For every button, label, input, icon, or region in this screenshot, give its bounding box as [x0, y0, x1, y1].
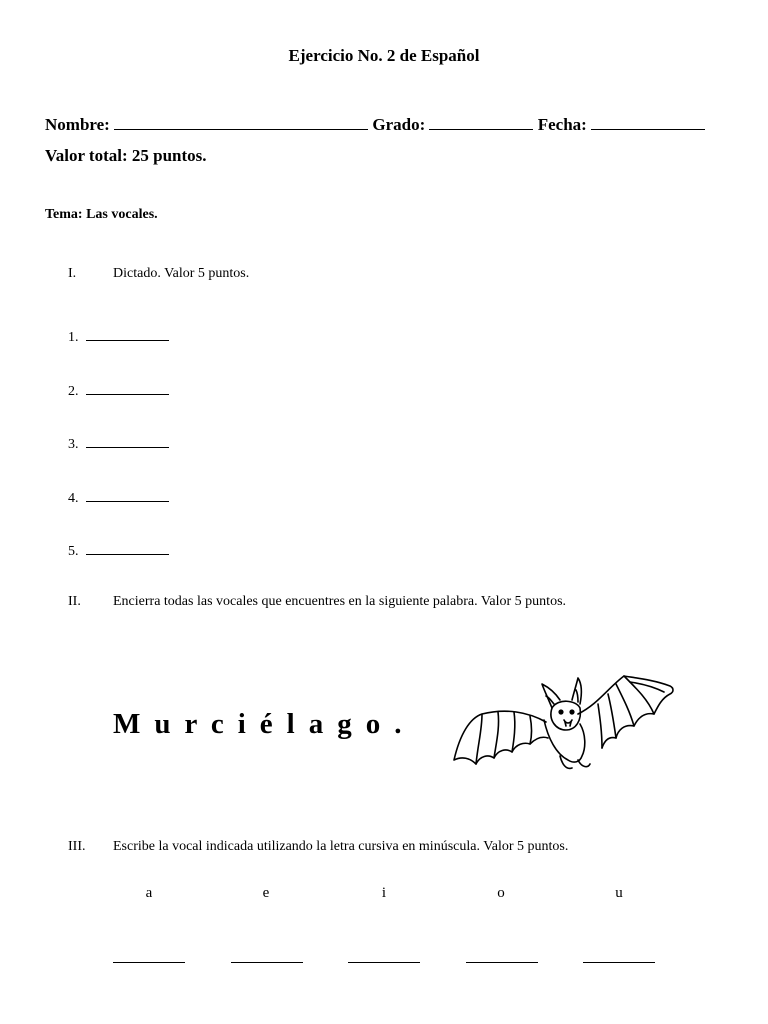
date-label: Fecha:: [537, 115, 587, 134]
grade-blank[interactable]: [429, 113, 533, 130]
dictation-item-number: 4.: [68, 491, 79, 506]
section-1-numeral: I.: [68, 266, 77, 281]
dictation-item-5: [68, 540, 169, 560]
total-value: Valor total: 25 puntos.: [45, 146, 207, 165]
bat-illustration: [448, 664, 680, 776]
vowel-u-blank[interactable]: [583, 962, 655, 963]
dictation-blank[interactable]: [86, 540, 169, 555]
section-2-text: Encierra todas las vocales que encuentres en la siguiente palabra. Valor 5 puntos.: [113, 594, 567, 609]
vowel-o: o: [497, 885, 505, 901]
grade-label: Grado:: [372, 115, 426, 134]
dictation-item-number: 1.: [68, 330, 79, 345]
vowel-i: i: [381, 885, 387, 901]
target-word: Murciélago.: [113, 708, 416, 740]
vowel-i-blank[interactable]: [348, 962, 420, 963]
dictation-item-number: 5.: [68, 544, 79, 559]
dictation-item-1: [68, 326, 169, 346]
vowel-a: a: [145, 885, 153, 901]
student-info-row: [45, 113, 705, 135]
page-title: Ejercicio No. 2 de Español: [288, 46, 480, 65]
vowel-e: e: [262, 885, 270, 901]
dictation-item-4: [68, 487, 169, 507]
dictation-item-number: 3.: [68, 437, 79, 452]
section-2-numeral: II.: [68, 594, 81, 609]
name-blank[interactable]: [114, 113, 368, 130]
name-label: Nombre:: [45, 115, 110, 134]
section-3-text: Escribe la vocal indicada utilizando la letra cursiva en minúscula. Valor 5 puntos.: [113, 839, 569, 854]
section-1-text: Dictado. Valor 5 puntos.: [113, 266, 250, 281]
topic-heading: Tema: Las vocales.: [45, 207, 158, 222]
dictation-blank[interactable]: [86, 487, 169, 502]
date-blank[interactable]: [591, 113, 705, 130]
dictation-blank[interactable]: [86, 433, 169, 448]
dictation-item-number: 2.: [68, 384, 79, 399]
vowel-u: u: [615, 885, 623, 901]
vowel-a-blank[interactable]: [113, 962, 185, 963]
dictation-blank[interactable]: [86, 326, 169, 341]
vowel-e-blank[interactable]: [231, 962, 303, 963]
dictation-item-2: [68, 380, 169, 400]
dictation-blank[interactable]: [86, 380, 169, 395]
vowel-o-blank[interactable]: [466, 962, 538, 963]
section-3-numeral: III.: [68, 839, 86, 854]
dictation-item-3: [68, 433, 169, 453]
